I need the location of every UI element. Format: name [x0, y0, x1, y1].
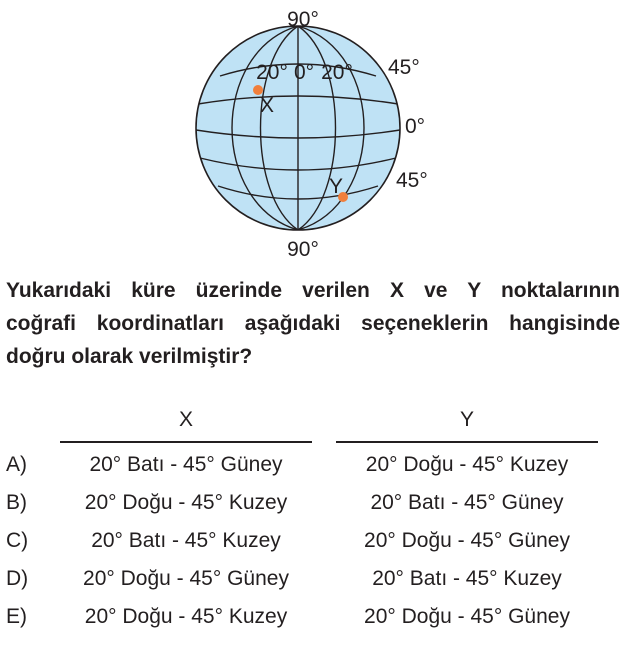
option-letter: D)	[6, 567, 29, 590]
question-line: doğru olarak verilmiştir?	[6, 345, 253, 368]
option-y-value: 20° Batı - 45° Kuzey	[372, 567, 562, 590]
label-lon-left: 20°	[256, 61, 288, 84]
option-x-value: 20° Batı - 45° Kuzey	[91, 529, 281, 552]
label-lon-center: 0°	[293, 61, 315, 84]
label-point-y: Y	[328, 175, 344, 198]
question-text	[6, 274, 620, 373]
answer-option-a[interactable]	[0, 446, 630, 484]
label-point-x: X	[259, 94, 275, 117]
option-y-value: 20° Doğu - 45° Kuzey	[365, 453, 569, 476]
column-header-y: Y	[459, 408, 474, 431]
option-letter: C)	[6, 529, 29, 552]
option-x-value: 20° Batı - 45° Güney	[89, 453, 283, 476]
label-north-pole: 90°	[287, 8, 319, 31]
question-line: Yukarıdaki küre üzerinde verilen X ve Y noktalarının	[6, 279, 620, 302]
option-letter: B)	[6, 491, 27, 514]
answer-option-b[interactable]	[0, 484, 630, 522]
column-rule-x	[60, 441, 312, 443]
option-y-value: 20° Doğu - 45° Güney	[364, 605, 570, 628]
option-x-value: 20° Doğu - 45° Kuzey	[84, 491, 288, 514]
answer-option-d[interactable]	[0, 560, 630, 598]
globe-diagram	[0, 0, 630, 262]
option-letter: E)	[6, 605, 27, 628]
label-lon-right: 20°	[321, 61, 353, 84]
column-header-x: X	[178, 408, 193, 431]
answer-option-c[interactable]	[0, 522, 630, 560]
option-x-value: 20° Doğu - 45° Kuzey	[84, 605, 288, 628]
label-equator: 0°	[405, 115, 426, 138]
option-y-value: 20° Doğu - 45° Güney	[364, 529, 570, 552]
option-y-value: 20° Batı - 45° Güney	[370, 491, 564, 514]
question-line: coğrafi koordinatları aşağıdaki seçeneklerin hangisinde	[6, 312, 620, 335]
label-lat-upper: 45°	[388, 56, 420, 79]
column-rule-y	[336, 441, 598, 443]
label-south-pole: 90°	[287, 238, 319, 261]
option-letter: A)	[6, 453, 27, 476]
label-lat-lower: 45°	[396, 169, 428, 192]
option-x-value: 20° Doğu - 45° Güney	[83, 567, 289, 590]
answer-option-e[interactable]	[0, 598, 630, 636]
